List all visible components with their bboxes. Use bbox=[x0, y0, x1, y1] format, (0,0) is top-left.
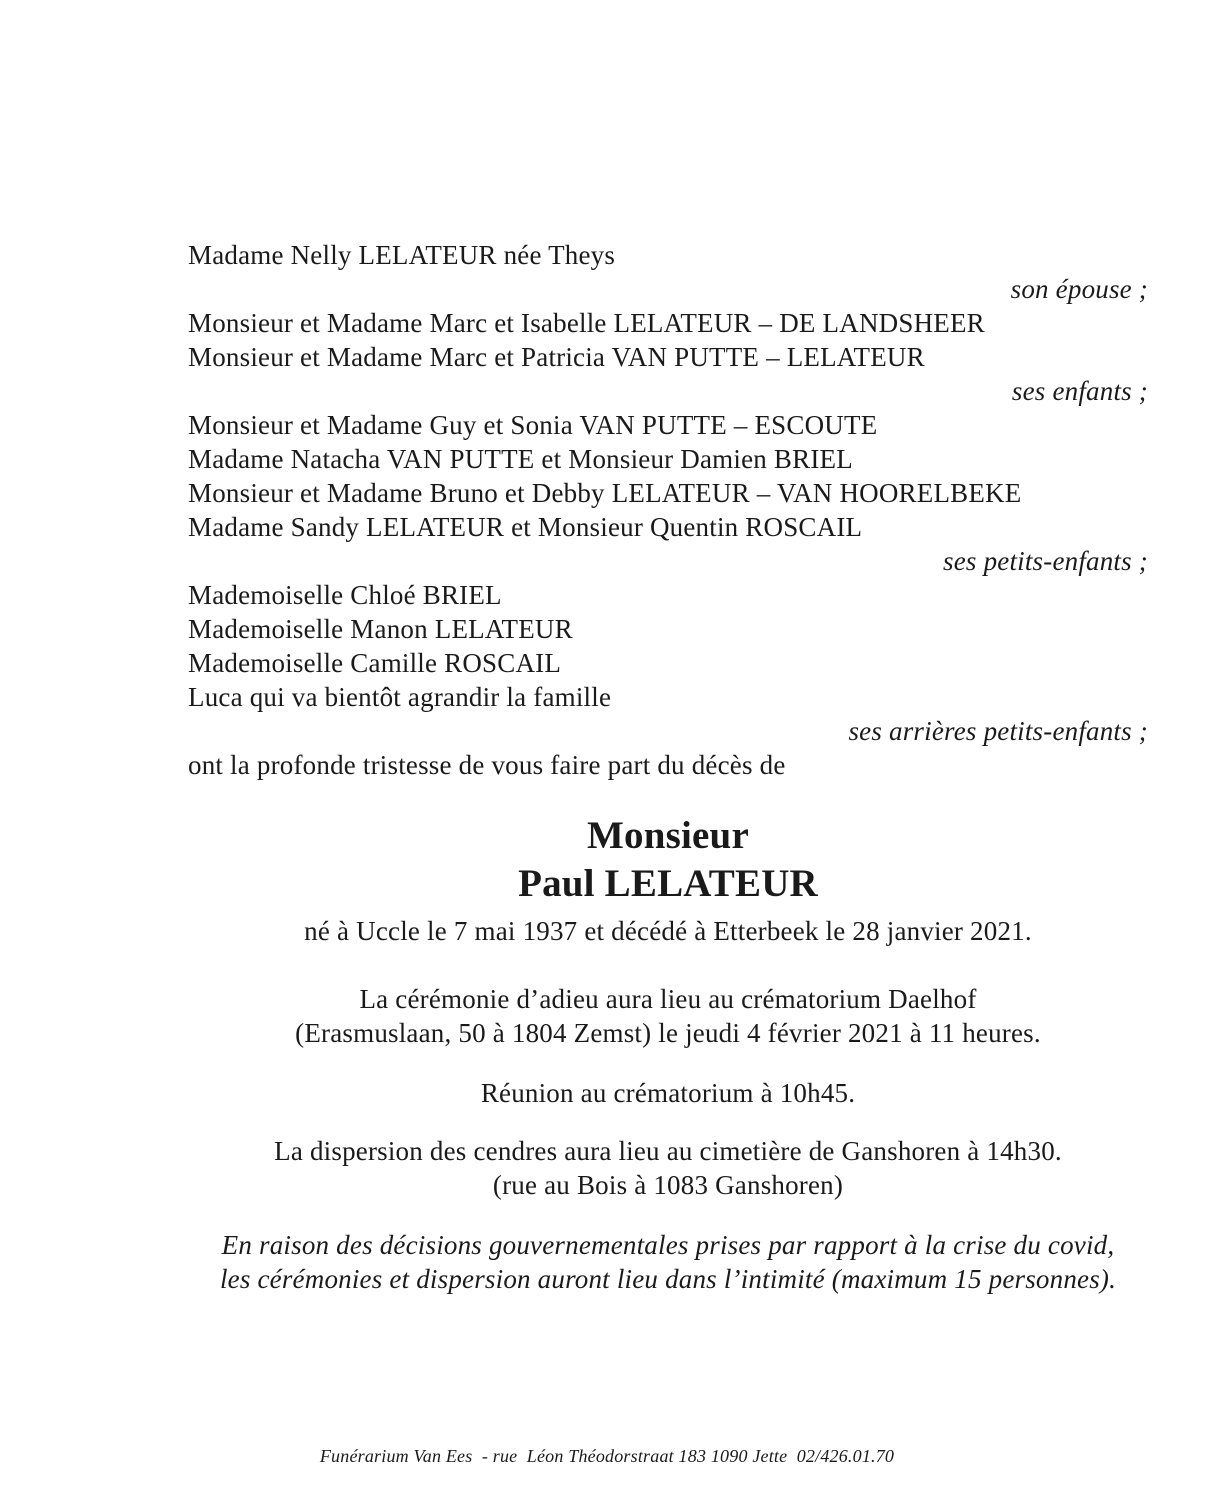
covid-note-line-2: les cérémonies et dispersion auront lieu dans l’intimité (maximum 15 personnes). bbox=[219, 1264, 1117, 1294]
deceased-title: Monsieur bbox=[587, 814, 749, 857]
family-member-line: Mademoiselle Manon LELATEUR bbox=[188, 614, 573, 644]
family-member-line: Mademoiselle Chloé BRIEL bbox=[188, 580, 502, 610]
family-member-line: Monsieur et Madame Bruno et Debby LELATEUR – VAN HOORELBEKE bbox=[188, 478, 1022, 508]
ceremony-section bbox=[188, 982, 1148, 1050]
birth-death-line: né à Uccle le 7 mai 1937 et décédé à Etterbeek le 28 janvier 2021. bbox=[304, 916, 1032, 946]
family-member-line: Monsieur et Madame Guy et Sonia VAN PUTTE – ESCOUTE bbox=[188, 410, 878, 440]
relation-label: ses petits-enfants ; bbox=[943, 546, 1148, 576]
relation-label: son épouse ; bbox=[1010, 274, 1148, 304]
family-member-line: Monsieur et Madame Marc et Isabelle LELATEUR – DE LANDSHEER bbox=[188, 308, 985, 338]
dispersion-line-2: (rue au Bois à 1083 Ganshoren) bbox=[492, 1170, 844, 1200]
relation-label: ses arrières petits-enfants ; bbox=[848, 716, 1148, 746]
dispersion-line-1: La dispersion des cendres aura lieu au cimetière de Ganshoren à 14h30. bbox=[274, 1136, 1062, 1166]
meeting-line: Réunion au crématorium à 10h45. bbox=[480, 1078, 856, 1108]
relation-label: ses enfants ; bbox=[1011, 376, 1148, 406]
family-member-line: Monsieur et Madame Marc et Patricia VAN PUTTE – LELATEUR bbox=[188, 342, 925, 372]
ceremony-line-2: (Erasmuslaan, 50 à 1804 Zemst) le jeudi 4 février 2021 à 11 heures. bbox=[295, 1018, 1041, 1048]
family-list bbox=[188, 238, 1148, 748]
family-member-line: Madame Sandy LELATEUR et Monsieur Quentin ROSCAIL bbox=[188, 512, 863, 542]
family-member-line: Mademoiselle Camille ROSCAIL bbox=[188, 648, 562, 678]
family-member-line: Luca qui va bientôt agrandir la famille bbox=[188, 682, 612, 712]
funeral-home-footer: Funérarium Van Ees - rue Léon Théodorstraat 183 1090 Jette 02/426.01.70 bbox=[319, 1446, 895, 1466]
covid-note-line-1: En raison des décisions gouvernementales prises par rapport à la crise du covid, bbox=[221, 1230, 1115, 1260]
intro-text: ont la profonde tristesse de vous faire part du décès de bbox=[188, 750, 786, 780]
dispersion-section bbox=[188, 1134, 1148, 1202]
family-member-line: Madame Natacha VAN PUTTE et Monsieur Damien BRIEL bbox=[188, 444, 853, 474]
family-member-line: Madame Nelly LELATEUR née Theys bbox=[188, 240, 616, 270]
announcement-content bbox=[188, 238, 1148, 1296]
deceased-section bbox=[188, 812, 1148, 948]
meeting-section bbox=[188, 1076, 1148, 1110]
covid-note-section bbox=[188, 1228, 1148, 1296]
ceremony-line-1: La cérémonie d’adieu aura lieu au crématorium Daelhof bbox=[359, 984, 977, 1014]
deceased-name: Paul LELATEUR bbox=[518, 862, 818, 905]
